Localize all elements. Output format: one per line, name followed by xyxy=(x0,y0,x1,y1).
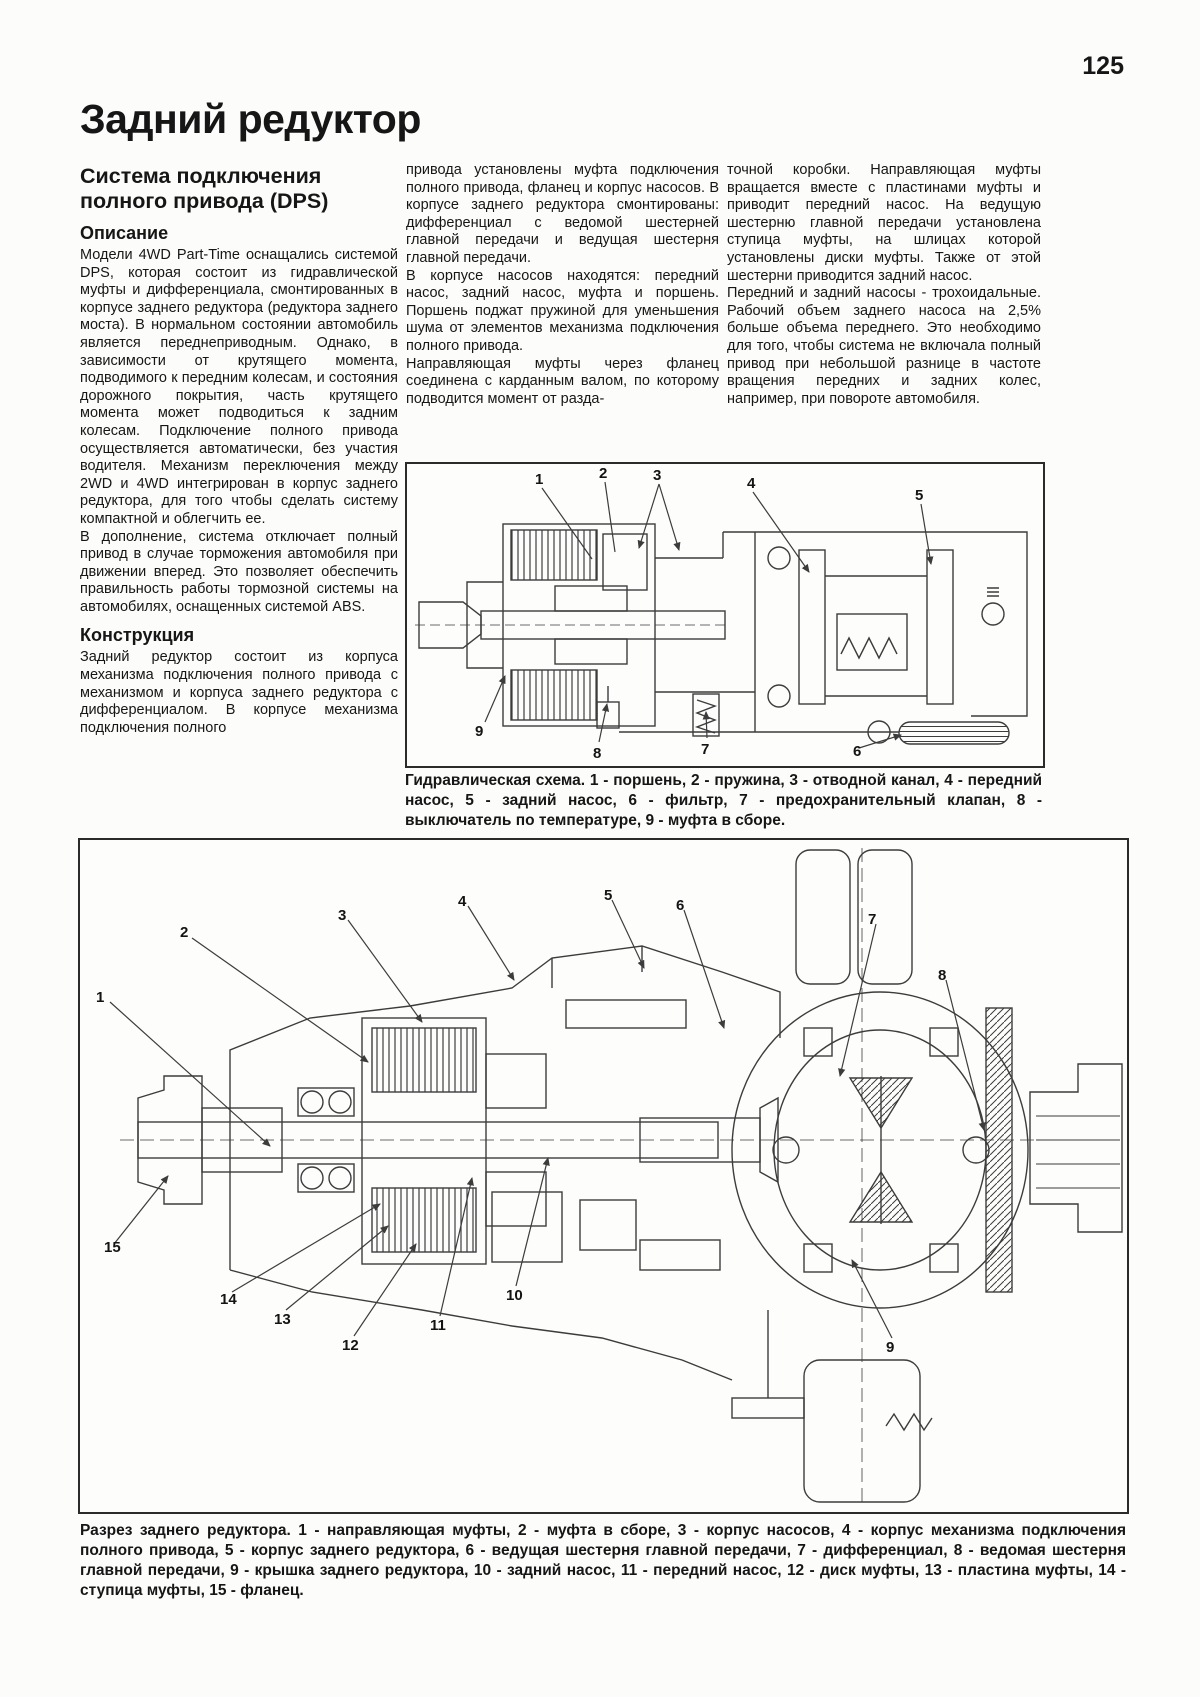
callout-label: 5 xyxy=(915,487,924,504)
paragraph: Модели 4WD Part-Time оснащались системой DPS, которая состоит из гидравлической муфты и дифференциала, смонтированных в корпусе заднего редуктора (редуктора заднего моста). В нормальном состоянии автомобиль является переднеприводным. Однако, в зависимости от крутящего момента, подводимого к передним колесам, и состояния дорожного покрытия, часть крутящего момента может подводиться к задним колесам. Подключение полного привода осуществляется автоматически, без участия водителя. Механизм переключения между 2WD и 4WD интегрирован в корпус заднего редуктора, для того чтобы сделать систему компактной и облегчить ее. xyxy=(80,247,398,527)
paragraph: Передний и задний насосы - трохоидальные. Рабочий объем заднего насоса на 2,5% больше объема переднего. Это необходимо для того, чтобы система не включала полный привод при небольшой разнице в частоте вращения передних и задних колес, например, при повороте автомобиля. xyxy=(727,285,1041,407)
subheading-construction: Конструкция xyxy=(80,625,195,646)
callout-label: 10 xyxy=(506,1287,523,1304)
figure-caption: Разрез заднего редуктора. 1 - направляющая муфты, 2 - муфта в сборе, 3 - корпус насосов, 4 - корпус механизма подключения полного привода, 5 - корпус заднего редуктора, 6 - ведущая шестерня главной передачи, 7 - дифференциал, 8 - ведомая шестерня главной передачи, 9 - крышка заднего редуктора, 10 - задний насос, 11 - передний насос, 12 - диск муфты, 13 - пластина муфты, 14 - ступица муфты, 15 - фланец. xyxy=(80,1522,1126,1599)
callout-label: 13 xyxy=(274,1311,291,1328)
paragraph: Направляющая муфты через фланец соединена с карданным валом, по которому подводится момент от разда- xyxy=(406,355,719,407)
figure-caption: Гидравлическая схема. 1 - поршень, 2 - пружина, 3 - отводной канал, 4 - передний насос, 5 - задний насос, 6 - фильтр, 7 - предохранительный клапан, 8 - выключатель по температуре, 9 - муфта в сборе. xyxy=(405,772,1042,829)
page-title: Задний редуктор xyxy=(80,96,421,142)
text-column-2 xyxy=(406,162,719,408)
figure-hydraulic-schematic xyxy=(405,462,1045,768)
paragraph: В дополнение, система отключает полный привод в случае торможения автомобиля при движении вперед. Это позволяет обеспечить правильность работы тормозной системы на автомобилях, оснащенных системой ABS. xyxy=(80,528,398,615)
callout-label: 15 xyxy=(104,1239,121,1256)
callout-label: 4 xyxy=(458,893,467,910)
subheading-description: Описание xyxy=(80,223,169,243)
callout-label: 6 xyxy=(853,743,862,760)
callout-label: 14 xyxy=(220,1291,237,1308)
callout-label: 7 xyxy=(701,741,710,758)
callout-label: 3 xyxy=(653,467,662,484)
section-heading: Система подключения полного привода (DPS) xyxy=(80,164,329,213)
callout-label: 8 xyxy=(593,745,602,762)
paragraph: точной коробки. Направляющая муфты вращается вместе с пластинами муфты и приводит передний насос. На ведущую шестерню главной передачи установлена ступица муфты, на шлицах которой установлены диски муфты. Также от этой шестерни приводится задний насос. xyxy=(727,162,1041,284)
page-number: 125 xyxy=(1082,52,1124,80)
callout-label: 8 xyxy=(938,967,947,984)
callout-label: 1 xyxy=(96,989,105,1006)
callout-label: 2 xyxy=(599,465,608,482)
paragraph: В корпусе насосов находятся: передний насос, задний насос, муфта и поршень. Поршень поджат пружиной для уменьшения шума от элементов механизма подключения полного привода. xyxy=(406,267,719,354)
text-column-3 xyxy=(727,162,1041,408)
callout-label: 1 xyxy=(535,471,544,488)
callout-label: 5 xyxy=(604,887,613,904)
callout-label: 11 xyxy=(430,1317,446,1334)
callout-label: 3 xyxy=(338,907,347,924)
figure-rear-reducer-section xyxy=(78,838,1129,1514)
hydraulic-schematic-drawing xyxy=(407,464,1043,766)
callout-label: 2 xyxy=(180,924,189,941)
rear-reducer-section-drawing xyxy=(80,840,1127,1512)
callout-label: 7 xyxy=(868,911,877,928)
callout-label: 6 xyxy=(676,897,685,914)
callout-label: 9 xyxy=(886,1339,895,1356)
text-column-1 xyxy=(80,164,398,737)
callout-label: 12 xyxy=(342,1337,359,1354)
callout-label: 4 xyxy=(747,475,756,492)
paragraph: Задний редуктор состоит из корпуса механизма подключения полного привода с механизмом и корпуса заднего редуктора с дифференциалом. В корпусе механизма подключения полного xyxy=(80,649,398,736)
paragraph: привода установлены муфта подключения полного привода, фланец и корпус насосов. В корпусе заднего редуктора смонтированы: дифференциал с ведомой шестерней главной передачи и ведущая шестерня главной передачи. xyxy=(406,162,719,266)
callout-label: 9 xyxy=(475,723,484,740)
